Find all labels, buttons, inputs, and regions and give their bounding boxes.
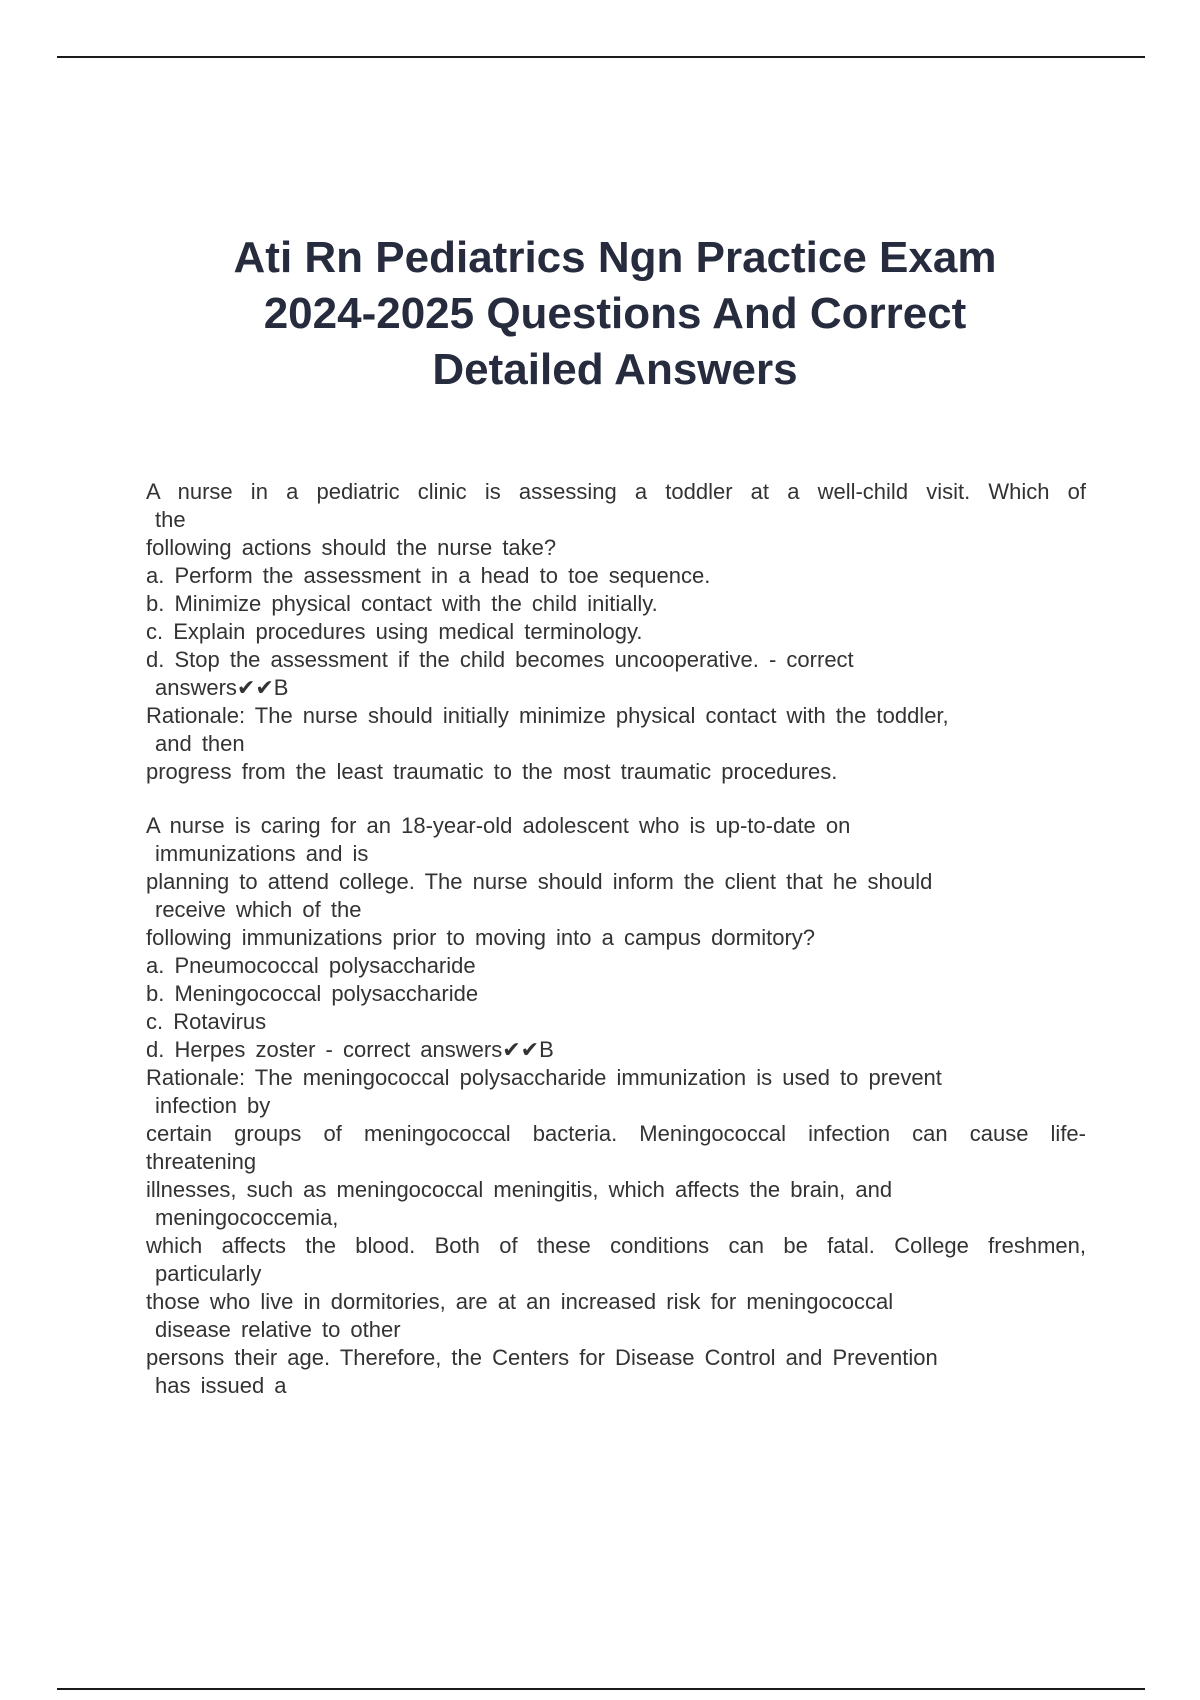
- rationale-text: illnesses, such as meningococcal meningitis, which affects the brain, and: [146, 1177, 893, 1202]
- rationale-text: persons their age. Therefore, the Centers for Disease Control and Prevention: [146, 1345, 938, 1370]
- rationale-text: threatening: [146, 1149, 257, 1174]
- rationale-text: and then: [155, 731, 245, 756]
- rationale-text: has issued a: [155, 1373, 287, 1398]
- top-rule: [57, 56, 1145, 58]
- answer-option: d. Stop the assessment if the child becomes uncooperative. - correct: [146, 647, 854, 672]
- question-block: [146, 812, 1086, 1400]
- question-text: following immunizations prior to moving into a campus dormitory?: [146, 925, 816, 950]
- question-spacer: [146, 786, 1086, 812]
- rationale-text: Rationale: The nurse should initially minimize physical contact with the toddler,: [146, 703, 949, 728]
- question-text: A nurse in a pediatric clinic is assessing a toddler at a well-child visit. Which of: [146, 479, 1086, 504]
- question-text: following actions should the nurse take?: [146, 535, 557, 560]
- answer-option: b. Minimize physical contact with the child initially.: [146, 591, 658, 616]
- question-text: receive which of the: [155, 897, 362, 922]
- correct-answer: answers✔✔B: [155, 675, 289, 700]
- title-line: 2024-2025 Questions And Correct: [263, 289, 967, 338]
- rationale-text: particularly: [155, 1261, 262, 1286]
- rationale-text: which affects the blood. Both of these conditions can be fatal. College freshmen,: [146, 1233, 1086, 1258]
- rationale-text: progress from the least traumatic to the most traumatic procedures.: [146, 759, 838, 784]
- answer-option: b. Meningococcal polysaccharide: [146, 981, 479, 1006]
- bottom-rule: [57, 1688, 1145, 1690]
- rationale-text: meningococcemia,: [155, 1205, 339, 1230]
- rationale-text: infection by: [155, 1093, 271, 1118]
- question-text: planning to attend college. The nurse should inform the client that he should: [146, 869, 933, 894]
- question-text: the: [155, 507, 186, 532]
- document-body: [146, 478, 1086, 1400]
- rationale-text: those who live in dormitories, are at an increased risk for meningococcal: [146, 1289, 894, 1314]
- answer-option: c. Explain procedures using medical terminology.: [146, 619, 643, 644]
- title-line: Ati Rn Pediatrics Ngn Practice Exam: [233, 233, 997, 282]
- answer-option: c. Rotavirus: [146, 1009, 267, 1034]
- question-text: immunizations and is: [155, 841, 369, 866]
- answer-option: d. Herpes zoster - correct answers✔✔B: [146, 1037, 554, 1062]
- rationale-text: disease relative to other: [155, 1317, 401, 1342]
- rationale-text: certain groups of meningococcal bacteria. Meningococcal infection can cause life-: [146, 1121, 1086, 1146]
- rationale-text: Rationale: The meningococcal polysaccharide immunization is used to prevent: [146, 1065, 942, 1090]
- title-line: Detailed Answers: [432, 345, 798, 394]
- answer-option: a. Perform the assessment in a head to toe sequence.: [146, 563, 711, 588]
- question-block: [146, 478, 1086, 786]
- document-title: [100, 230, 1130, 398]
- answer-option: a. Pneumococcal polysaccharide: [146, 953, 476, 978]
- question-text: A nurse is caring for an 18-year-old adolescent who is up-to-date on: [146, 813, 851, 838]
